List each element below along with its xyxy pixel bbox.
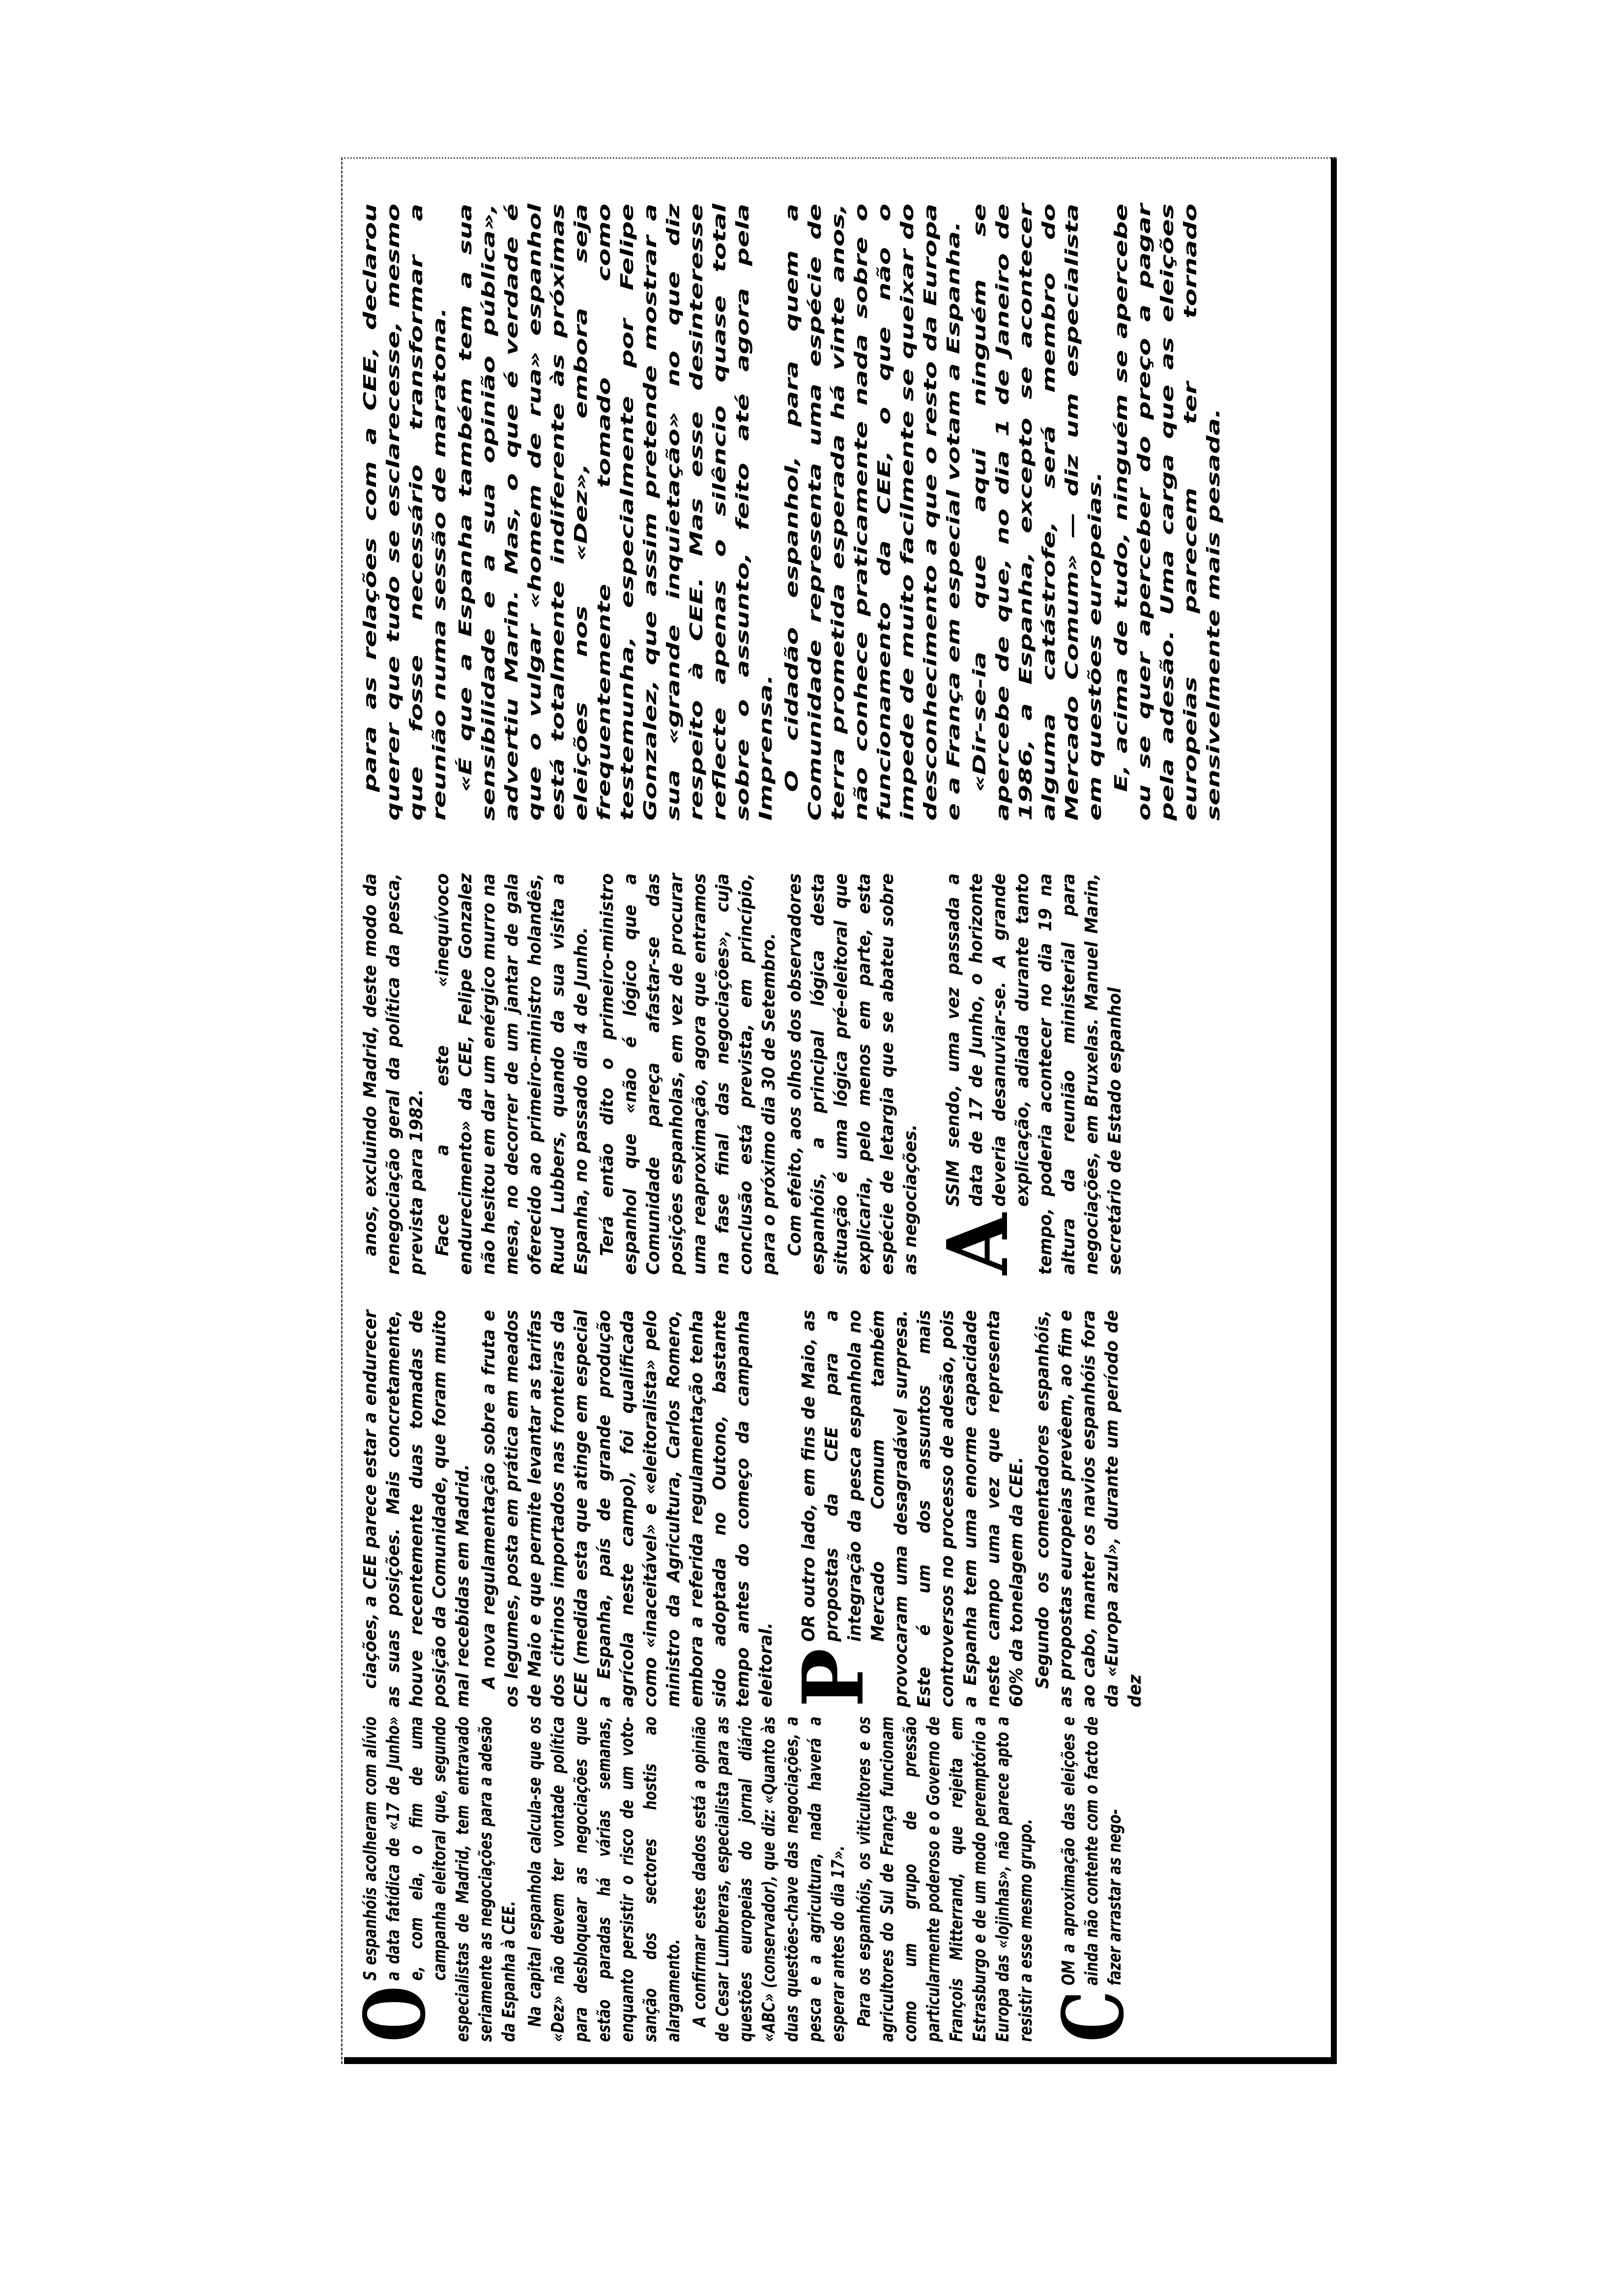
article-paragraph: [431, 873, 593, 1275]
drop-cap: P: [784, 1648, 883, 1707]
article-paragraph: [780, 203, 965, 821]
article-paragraph: [346, 1716, 520, 2042]
paragraph-text: OR outro lado, em fins de Maio, as propostas da CEE para a integração da pesca espanhola no Mercado Comum também provocaram uma desagradável surpresa. Este é um dos assuntos mais controversos no processo de adesão, pois a Espanha tem uma enorme capacidade neste campo uma vez que representa 60% da tonelagem da CEE.: [799, 1310, 1027, 1707]
paragraph-text: Com efeito, aos olhos dos observadores espanhóis, a principal lógica desta situação é uma lógica pré-eleitoral que explicaria, pelo menos em parte, esta espécie de letargia que se abateu sobre as negociações.: [785, 873, 921, 1275]
article-paragraph: [359, 1310, 474, 1707]
clipping-border-rule: [344, 2057, 1337, 2064]
paragraph-text: A confirmar estes dados está a opinião de Cesar Lumbreras, especialista para as questões europeias do jornal diário «ABC» (conservador), que diz: «Quanto às duas questões-chave das negociações, a pesca e a agricultura, nada haverá a esperar antes do dia 17».: [690, 1716, 848, 2042]
paragraph-text: OM a aproximação das eleições e ainda não contente com o facto de fazer arrastar as nego-: [1059, 1716, 1125, 1986]
article-paragraph: [853, 1717, 1037, 2042]
newspaper-clipping: [344, 157, 1337, 2064]
article-paragraph: [784, 1310, 1028, 1707]
paragraph-text: S espanhóis acolheram com alívio a data fatídica de «17 de Junho» e, com ela, o fim de uma campanha eleitoral que, segundo especialistas de Madrid, tem entravado seriamente as negociações para a adesão da Espanha à CEE.: [360, 1716, 519, 2042]
article-paragraph: [1110, 203, 1225, 821]
paragraph-text: E, acima de tudo, ninguém se apercebe ou se quer aperceber do preço a pagar pela adesão. Uma carga que as eleições europeias parecem ter tornado sensivelmente mais pesada.: [1111, 203, 1224, 821]
paragraph-text: SSIM sendo, uma vez passada a data de 17 de Junho, o horizonte deveria desanuviar-se. A grande explicação, adiada durante tanto tempo, poderia acontecer no dia 19 na altura da reunião ministerial para negociações, em Bruxelas. Manuel Marin, secretário de Estado espanhol: [943, 873, 1125, 1275]
clipping-border-rule: [1331, 157, 1337, 2064]
paragraph-text: anos, excluindo Madrid, deste modo da renegociação geral da política da pesca, prevista para 1982.: [360, 873, 427, 1275]
drop-cap: O: [346, 1985, 444, 2042]
drop-cap: C: [1044, 1990, 1143, 2042]
clipping-edge: [344, 157, 1337, 159]
paragraph-text: para as relações com a CEE, declarou querer que tudo se esclarecesse, mesmo que fosse necessário transformar a reunião numa sessão de maratona.: [360, 203, 450, 821]
article-paragraph: [929, 873, 1126, 1275]
column-text: [359, 1310, 1147, 1707]
column-text: [346, 1716, 1143, 2042]
article-column-3: [359, 852, 1327, 1275]
paragraph-text: A nova regulamentação sobre a fruta e os legumes, posta em prática em meados de Maio e que permite levantar as tarifas dos citrinos importados nas fronteiras da CEE (medida esta que atinge em especial a Espanha, país de grande produção agrícola neste campo), foi qualificada como «inaceitável» e «eleitoralista» pelo ministro da Agricultura, Carlos Romero, embora a referida regulamentação tenha sido adoptada no Outono, bastante tempo antes do começo da campanha eleitoral.: [479, 1310, 776, 1707]
paragraph-text: Terá então dito o primeiro-ministro espanhol que «não é lógico que a Comunidade pareça afastar-se das posições espanholas, em vez de procurar uma reaproximação, agora que entramos na fase final das negociações», cuja conclusão está prevista, em princípio, para o próximo dia 30 de Setembro.: [597, 873, 779, 1275]
article-paragraph: [596, 873, 780, 1275]
article-paragraph: [783, 873, 922, 1275]
paragraph-text: O cidadão espanhol, para quem a Comunidade representa uma espécie de terra prometida esperada há vinte anos, não conhece praticamente nada sobre o funcionamento da CEE, o que não o impede de muito facilmente se queixar do desconhecimento a que o resto da Europa e a França em especial votam a Espanha.: [782, 203, 964, 821]
paragraph-text: Face a este «inequívoco endurecimento» da CEE, Felipe Gonzalez não hesitou em dar um enérgico murro na mesa, no decorrer de um jantar de gala oferecido ao primeiro-ministro holandês, Ruud Lubbers, quando da sua visita a Espanha, no passado dia 4 de Junho.: [432, 873, 591, 1275]
article-paragraph: [968, 203, 1107, 821]
column-text: [359, 203, 1225, 821]
column-text: [359, 873, 1126, 1275]
article-paragraph: [688, 1717, 850, 2042]
article-paragraph: [523, 1717, 685, 2042]
article-column-2: [359, 1285, 1327, 1707]
paragraph-text: Segundo os comentadores espanhóis, as propostas europeias prevêem, ao fim e ao cabo, manter os navios espanhóis fora da «Europa azul», durante um período de dez: [1033, 1310, 1145, 1707]
paragraph-text: Na capital espanhola calcula-se que os «Dez» não devem ter vontade política para desbloquear as negociações que estão paradas há várias semanas, enquanto persistir o risco de um voto-sanção dos sectores hostis ao alargamento.: [525, 1716, 684, 2042]
article-paragraph: [359, 873, 428, 1275]
paragraph-text: «É que a Espanha também tem a sua sensibilidade e a sua opinião pública», advertiu Marin. Mas, o que é verdade é que o vulgar «homem de rua» espanhol está totalmente indiferente às próximas eleições nos «Dez», embora seja frequentemente tomado como testemunha, especialmente por Felipe Gonzalez, que assim pretende mostrar a sua «grande inquietação» no que diz respeito à CEE. Mas esse desinteresse reflecte apenas o silêncio quase total sobre o assunto, feito até agora pela Imprensa.: [456, 203, 776, 821]
article-paragraph: [454, 203, 777, 821]
article-paragraph: [1031, 1310, 1147, 1707]
article-paragraph: [1044, 1716, 1143, 2042]
drop-cap: A: [929, 1213, 1027, 1275]
article-paragraph: [359, 203, 451, 821]
paragraph-text: «Dir-se-ia que aqui ninguém se apercebe de que, no dia 1 de Janeiro de 1986, a Espanha, excepto se acontecer alguma catástrofe, será membro do Mercado Comum» — diz um especialista em questões europeias.: [970, 203, 1105, 821]
paragraph-text: ciações, a CEE parece estar a endurecer as suas posições. Mais concretamente, houve recentemente duas tomadas de posição da Comunidade, que foram muito mal recebidas em Madrid.: [360, 1310, 473, 1707]
article-paragraph: [477, 1310, 777, 1707]
clipping-edge: [341, 157, 343, 2064]
article-column-4: [359, 203, 1327, 821]
paragraph-text: Para os espanhóis, os viticultores e os agricultores do Sul de França funcionam como um grupo de pressão particularmente poderoso e o Governo de François Mitterrand, que rejeita em Estrasburgo e de um modo peremptório a Europa das «lojinhas», não parece apto a resistir a esse mesmo grupo.: [854, 1716, 1036, 2042]
